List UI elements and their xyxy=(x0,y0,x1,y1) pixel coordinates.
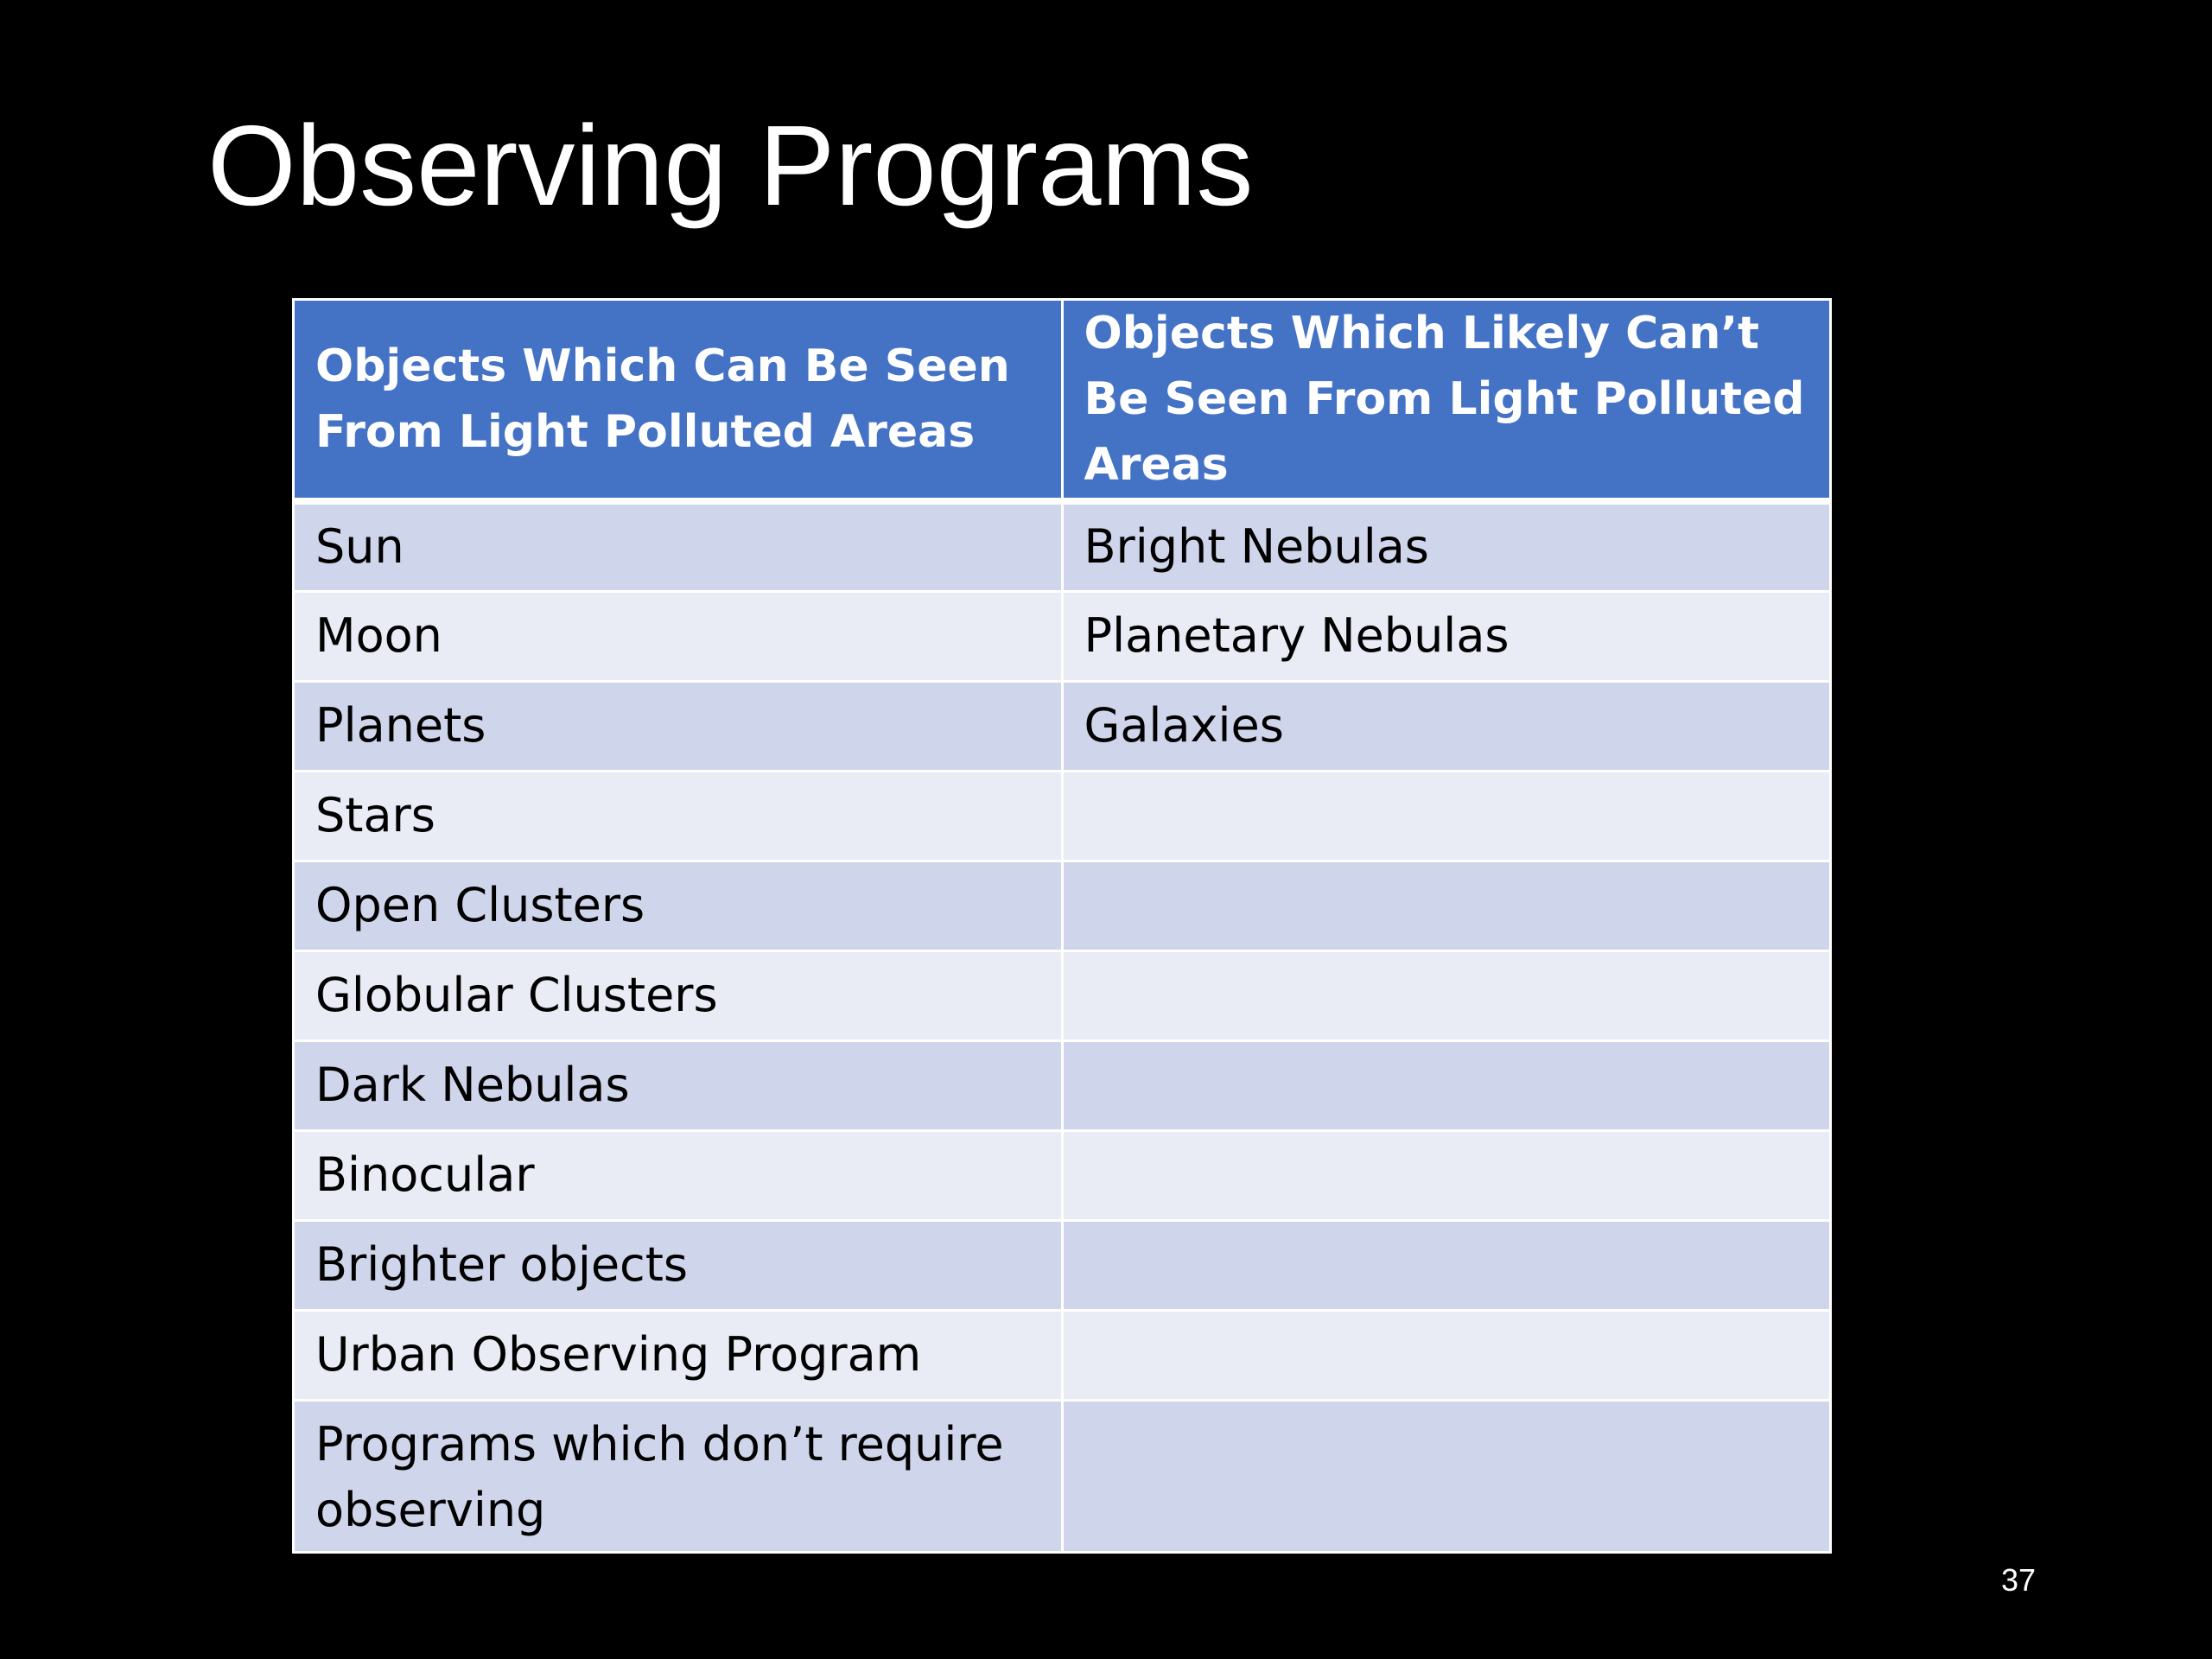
column-header-not-visible: Objects Which Likely Can’t Be Seen From Light Polluted Areas xyxy=(1062,300,1831,502)
table-cell: Bright Nebulas xyxy=(1062,501,1831,591)
table-cell: Moon xyxy=(294,591,1063,681)
table-row xyxy=(294,771,1831,861)
table-cell xyxy=(1062,950,1831,1040)
table-cell: Binocular xyxy=(294,1130,1063,1220)
table-cell: Urban Observing Program xyxy=(294,1310,1063,1400)
table-cell: Sun xyxy=(294,501,1063,591)
table-cell: Open Clusters xyxy=(294,861,1063,950)
table-row xyxy=(294,950,1831,1040)
table-cell: Stars xyxy=(294,771,1063,861)
table-cell: Dark Nebulas xyxy=(294,1040,1063,1130)
table-cell: Planets xyxy=(294,681,1063,771)
table-header-row xyxy=(294,300,1831,502)
table-cell xyxy=(1062,771,1831,861)
table-cell xyxy=(1062,1130,1831,1220)
objects-table-container xyxy=(292,298,1832,1537)
table-cell xyxy=(1062,1400,1831,1552)
table-cell xyxy=(1062,1310,1831,1400)
table-row xyxy=(294,1310,1831,1400)
table-cell: Planetary Nebulas xyxy=(1062,591,1831,681)
table-row xyxy=(294,501,1831,591)
table-cell: Brighter objects xyxy=(294,1220,1063,1310)
table-cell: Globular Clusters xyxy=(294,950,1063,1040)
table-row xyxy=(294,1130,1831,1220)
slide-number: 37 xyxy=(2000,1562,2036,1598)
table-row xyxy=(294,681,1831,771)
table-cell xyxy=(1062,861,1831,950)
table-cell: Galaxies xyxy=(1062,681,1831,771)
table-row xyxy=(294,1400,1831,1552)
table-row xyxy=(294,1220,1831,1310)
table-row xyxy=(294,861,1831,950)
objects-table xyxy=(292,298,1832,1554)
table-cell xyxy=(1062,1040,1831,1130)
table-row xyxy=(294,591,1831,681)
column-header-visible: Objects Which Can Be Seen From Light Polluted Areas xyxy=(294,300,1063,502)
table-cell xyxy=(1062,1220,1831,1310)
slide-title: Observing Programs xyxy=(207,102,1254,229)
table-row xyxy=(294,1040,1831,1130)
table-cell: Programs which don’t require observing xyxy=(294,1400,1063,1552)
